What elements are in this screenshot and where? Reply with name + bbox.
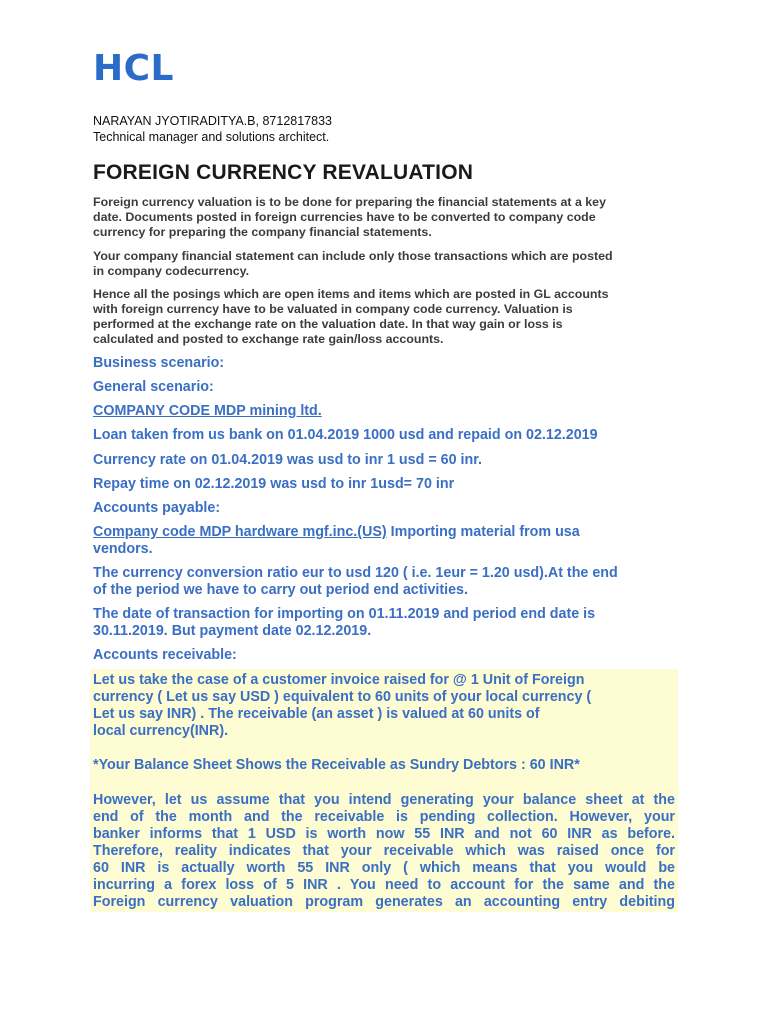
- text-line: in company codecurrency.: [93, 264, 250, 278]
- text-line: banker informs that 1 USD is worth now 55 INR and not 60 INR as before.: [93, 826, 675, 842]
- text-line: Foreign currency valuation is to be done for preparing the financial statements at a key: [93, 195, 606, 209]
- page-title: FOREIGN CURRENCY REVALUATION: [93, 161, 474, 184]
- text-line: end of the month and the receivable is pending collection. However, your: [93, 809, 675, 825]
- accounts-payable-heading: Accounts payable:: [93, 500, 221, 516]
- text-line: 30.11.2019. But payment date 02.12.2019.: [93, 623, 372, 639]
- dates-paragraph: [93, 606, 673, 640]
- ap-company-link[interactable]: Company code MDP hardware mgf.inc.(US): [93, 524, 387, 540]
- receivable-paragraph-3: [93, 792, 675, 911]
- hcl-logo: HCL: [93, 48, 174, 89]
- accounts-receivable-heading: Accounts receivable:: [93, 647, 237, 663]
- text-line: incurring a forex loss of 5 INR . You need to account for the same and the: [93, 877, 675, 893]
- intro-paragraph-1: [93, 195, 668, 240]
- company-code-link[interactable]: COMPANY CODE MDP mining ltd.: [93, 403, 322, 419]
- text-line: However, let us assume that you intend generating your balance sheet at the: [93, 792, 675, 808]
- text-line: with foreign currency have to be valuated in company code currency. Valuation is: [93, 302, 573, 316]
- text-line: Let us say INR) . The receivable (an asset ) is valued at 60 units of: [93, 706, 540, 722]
- text-line: vendors.: [93, 541, 153, 557]
- role-line: Technical manager and solutions architect.: [93, 130, 330, 144]
- loan-line: Loan taken from us bank on 01.04.2019 1000 usd and repaid on 02.12.2019: [93, 427, 598, 443]
- general-scenario-heading: General scenario:: [93, 379, 214, 395]
- ap-company-rest: Importing material from usa: [386, 524, 580, 540]
- receivable-paragraph-1: [93, 672, 675, 740]
- text-line: of the period we have to carry out period end activities.: [93, 582, 468, 598]
- rate-line-2: Repay time on 02.12.2019 was usd to inr 1usd= 70 inr: [93, 476, 455, 492]
- text-line: currency ( Let us say USD ) equivalent to 60 units of your local currency (: [93, 689, 592, 705]
- conversion-paragraph: [93, 565, 673, 599]
- text-line: The date of transaction for importing on 01.11.2019 and period end date is: [93, 606, 596, 622]
- balance-sheet-line: *Your Balance Sheet Shows the Receivable as Sundry Debtors : 60 INR*: [93, 757, 580, 773]
- text-line: currency for preparing the company financial statements.: [93, 225, 432, 239]
- ap-company-line: [93, 524, 673, 558]
- business-scenario-heading: Business scenario:: [93, 355, 225, 371]
- intro-paragraph-3: [93, 287, 668, 347]
- intro-paragraph-2: [93, 249, 668, 279]
- text-line: date. Documents posted in foreign currencies have to be converted to company code: [93, 210, 596, 224]
- text-line: 60 INR is actually worth 55 INR only ( which means that you would be: [93, 860, 675, 876]
- author-line: NARAYAN JYOTIRADITYA.B, 8712817833: [93, 114, 332, 128]
- text-line: Foreign currency valuation program generates an accounting entry debiting: [93, 894, 675, 910]
- text-line: performed at the exchange rate on the valuation date. In that way gain or loss is: [93, 317, 563, 331]
- text-line: local currency(INR).: [93, 723, 229, 739]
- text-line: Therefore, reality indicates that your receivable which was raised once for: [93, 843, 675, 859]
- text-line: Hence all the posings which are open items and items which are posted in GL accounts: [93, 287, 609, 301]
- text-line: Your company financial statement can include only those transactions which are posted: [93, 249, 613, 263]
- rate-line-1: Currency rate on 01.04.2019 was usd to inr 1 usd = 60 inr.: [93, 452, 482, 468]
- text-line: Let us take the case of a customer invoice raised for @ 1 Unit of Foreign: [93, 672, 585, 688]
- text-line: calculated and posted to exchange rate gain/loss accounts.: [93, 332, 444, 346]
- text-line: The currency conversion ratio eur to usd 120 ( i.e. 1eur = 1.20 usd).At the end: [93, 565, 618, 581]
